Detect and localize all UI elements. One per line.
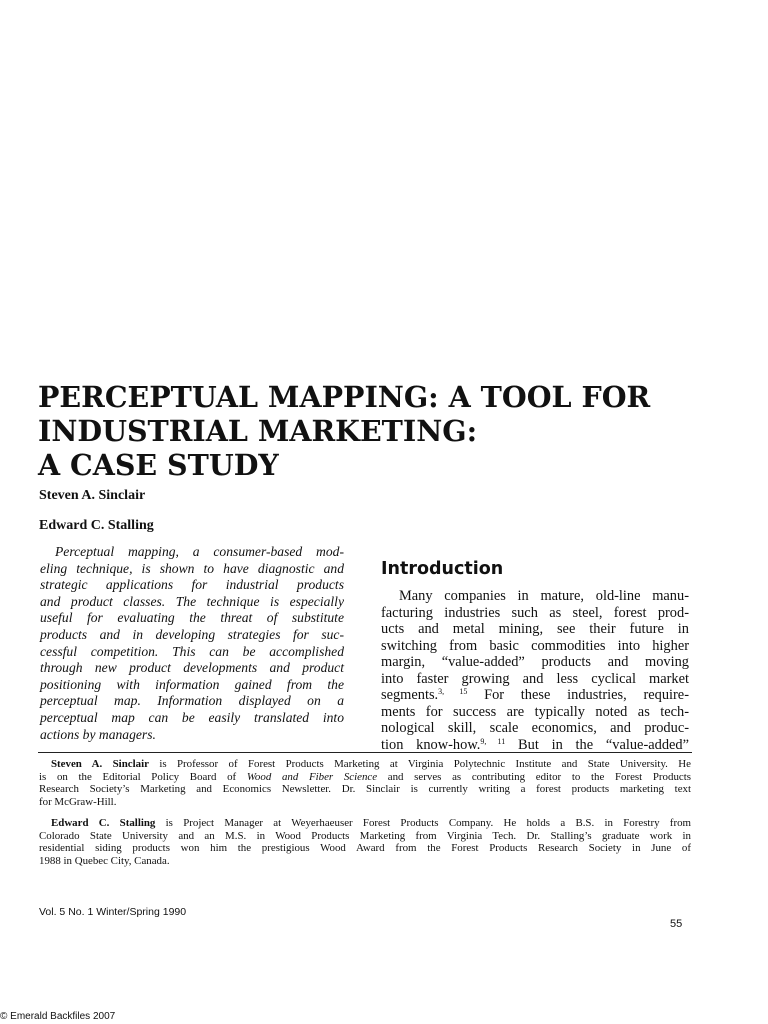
title-line-1: PERCEPTUAL MAPPING: A TOOL FOR <box>38 380 651 414</box>
intro-line: facturing industries such as steel, forest prod- <box>381 604 689 621</box>
intro-line: switching from basic commodities into higher <box>381 637 689 654</box>
intro-line: ucts and metal mining, see their future in <box>381 621 689 637</box>
intro-line: nological skill, scale economics, and produc- <box>381 720 689 736</box>
abstract-line: perceptual map. Information displayed on a <box>40 693 344 709</box>
intro-text: segments. <box>381 687 439 703</box>
reference-superscript: 9, 11 <box>480 736 506 746</box>
abstract-line: through new product developments and product <box>40 660 344 676</box>
footnote-author-name: Edward C. Stalling <box>51 817 156 829</box>
footnote-line: 1988 in Quebec City, Canada. <box>39 854 170 867</box>
copyright-notice: © Emerald Backfiles 2007 <box>0 1011 116 1022</box>
intro-line-with-ref <box>381 737 689 754</box>
intro-line-with-ref <box>381 687 689 704</box>
footnote-text: is Project Manager at Weyerhaeuser Forest Products Company. He holds a B.S. in Forestry from <box>155 817 691 829</box>
journal-name: Wood and Fiber Science <box>246 770 378 783</box>
abstract-line: products and in developing strategies for suc- <box>40 626 344 642</box>
abstract <box>40 544 344 743</box>
abstract-line: cessful competition. This can be accomplished <box>40 643 344 659</box>
footnote-author-name: Steven A. Sinclair <box>51 758 149 770</box>
journal-volume-info: Vol. 5 No. 1 Winter/Spring 1990 <box>39 906 187 918</box>
page-number: 55 <box>670 918 683 930</box>
intro-line: margin, “value-added” products and moving <box>381 654 689 670</box>
intro-line: ments for success are typically noted as tech- <box>381 703 689 720</box>
footnote-stalling <box>39 817 691 867</box>
article-title <box>38 380 738 482</box>
footnote-line <box>39 817 691 830</box>
abstract-line: and product classes. The technique is especially <box>40 593 344 609</box>
footnote-line: Colorado State University and an M.S. in Wood Products Marketing from Virginia Tech. Dr. Stalling’s graduate work in <box>39 829 691 842</box>
title-line-2: INDUSTRIAL MARKETING: <box>38 414 478 448</box>
abstract-line: positioning with information gained from the <box>40 676 344 692</box>
footnote-line: Research Society’s Marketing and Economics Newsletter. Dr. Sinclair is currently writing a forest products marketing text <box>39 783 691 796</box>
introduction-heading: Introduction <box>381 559 504 579</box>
abstract-line: useful for evaluating the threat of substitute <box>40 610 344 626</box>
footnote-line: residential siding products won him the prestigious Wood Award from the Forest Products Research Society in June of <box>39 842 691 855</box>
intro-text: For these industries, require- <box>467 687 689 703</box>
intro-text: tion know-how. <box>381 736 481 753</box>
title-line-3: A CASE STUDY <box>38 448 279 482</box>
reference-superscript: 3, 15 <box>438 687 468 696</box>
footnote-line <box>39 771 691 784</box>
author-stalling: Edward C. Stalling <box>39 518 154 533</box>
introduction-body <box>381 588 689 753</box>
footnote-text: is Professor of Forest Products Marketing at Virginia Polytechnic Institute and State University. He <box>148 758 691 770</box>
abstract-line: eling technique, is shown to have diagnostic and <box>40 560 344 576</box>
intro-line: Many companies in mature, old-line manu- <box>399 588 689 604</box>
footnote-line: for McGraw-Hill. <box>39 795 117 808</box>
abstract-line: strategic applications for industrial products <box>40 577 344 593</box>
intro-text: But in the “value-added” <box>505 736 689 753</box>
footnote-text: and serves as contributing editor to the Forest Products <box>377 770 691 783</box>
footnote-sinclair <box>39 758 691 808</box>
abstract-line: Perceptual mapping, a consumer-based mod- <box>55 544 344 559</box>
footnote-line <box>39 758 691 771</box>
intro-line: into faster growing and less cyclical market <box>381 670 689 687</box>
footnote-text: is on the Editorial Policy Board of <box>39 770 247 783</box>
author-sinclair: Steven A. Sinclair <box>39 488 146 503</box>
footnote-divider <box>38 752 692 753</box>
abstract-line: perceptual map can be easily translated into <box>40 709 344 725</box>
abstract-line: actions by managers. <box>40 726 156 742</box>
